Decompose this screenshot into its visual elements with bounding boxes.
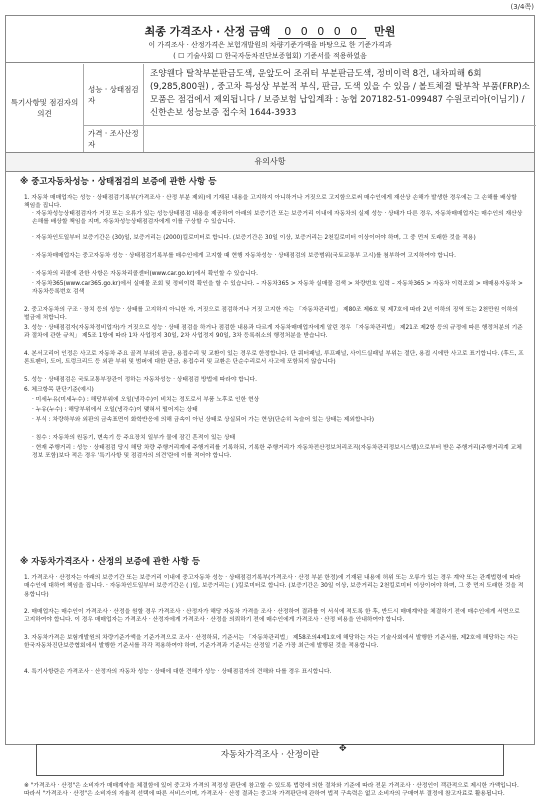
s1-p2: 2. 중고자동차의 구조 · 장치 등의 성능 · 상태를 고지하지 아니한 자, 거짓으로 점검하거나 거짓 고지한 자는 「자동차관리법」 제80조 제6호 및 제7호에 따라 2년 이하의 징역 또는 2천만원 이하의 벌금에 처합니다. xyxy=(24,307,518,322)
s2-p2: 2. 매매업자는 매수인이 가격조사 · 산정을 원할 경우 가격조사 · 산정자가 해당 자동차 가격을 조사 · 산정하여 결과를 이 서식에 적도록 한 후, 반드시 매매계약을 체결하기 전에 매수인에게 서면으로 고지하여야 합니다. 이 경우 매매업자는 가격조사 · 산정자에게 가격조사 · 산정을 의뢰하기 전에 매수인에게 가격조사 · 산정 비용을 안내하여야 합니다. xyxy=(24,609,520,624)
s1-p6e: · 현재 주행거리 : 성능 · 상태점검 당시 해당 차량 주행거리계에 주행거리를 기록하되, 기록한 주행거리가 자동차전산정보처리조직(자동차관리정보시스템)으로부터 받은 주행거리(주행거리계 교체 정보 포함)보다 적은 경우 '특기사항 및 점검자의 의견'란에 이를 적어야 합니다. xyxy=(32,445,522,460)
s1-p6b: · 누유(누수) : 해당부위에서 오일(냉각수)이 맺혀서 떨어지는 상태 xyxy=(32,407,198,413)
inspector-label: 성능 · 상태점검자 xyxy=(84,64,144,126)
section2-title: ※ 자동차가격조사 · 산정의 보증에 관한 사항 등 xyxy=(20,557,201,567)
final-price-unit: 만원 xyxy=(374,25,396,38)
s1-p6a: · 미세누유(미세누수) : 해당부위에 오일(냉각수)이 비치는 정도로서 부품 노후로 인한 현상 xyxy=(32,397,260,403)
appraisal-definition-box xyxy=(36,744,504,776)
inspection-form-sheet xyxy=(5,15,535,798)
notes-label: 특기사항및 점검자의 의견 xyxy=(6,64,84,152)
notes-table xyxy=(84,64,536,152)
s1-p6: 6. 체크항목 판단기준(예시) xyxy=(24,387,94,393)
inspector-opinion: 조양웬다 탈착부분판금도색, 운앞도어 조쥐터 부분판금도색, 정비이력 8건, 내차피해 6회 (9,285,800원) , 중고차 특성상 부분적 부식, 판금, 도색 있을 수 있음 / 볼트체결 탈부착 부품(FRP)소모품은 점검에서 제외됩니다 / 보증보험 납입계좌 : 농협 207182-51-099487 수원코리아(이님기) / 신한손보 성능보증 접수처 1644-3933 xyxy=(144,64,536,126)
s2-p1: 1. 가격조사 · 산정자는 아래의 보증기간 또는 보증거리 이내에 중고자동차 성능 · 상태점검기록부(가격조사 · 산정 부분 한정)에 기재된 내용에 허위 또는 오류가 있는 경우 계약 또는 관계법령에 따라 매수인에 대하여 책임을 집니다. · 자동차인도일부터 보증기간은 ( )일, 보증거리는 ( )킬로미터로 합니다. (보증기간은 30일 이상, 보증거리는 2천킬로미터 이상이어야 하며, 그 중 먼저 도래한 것을 적용합니다) xyxy=(24,575,524,598)
s2-p4: 4. 특기사항란은 가격조사 · 산정자의 자동차 성능 · 상태에 대한 견해가 성능 · 상태점검자의 견해와 다를 경우 표시합니다. xyxy=(24,669,332,675)
price-appraiser-label: 가격 · 조사산정자 xyxy=(84,126,144,152)
s1-p1a: · 자동차성능상태점검자가 거짓 또는 오류가 있는 성능상태점검 내용을 제공하여 아래의 보증기간 또는 보증거리 이내에 자동차의 실제 성능 · 상태가 다른 경우, 자동차매매업자는 매수인의 재산상 손해를 배상할 책임을 지며, 자동차성능상태점검자에게 이를 구상할 수 있습니다. xyxy=(32,211,523,226)
price-basis-text: 이 가격조사 · 산정가격은 보험개발원의 차량기준가액을 바탕으로 한 기준가격과 xyxy=(148,41,392,49)
appraisal-definition-title: 자동차가격조사 · 산정이란 xyxy=(220,750,320,760)
move-cursor-icon: ✥ xyxy=(339,744,347,754)
s2-p3: 3. 자동차가격은 보험개발원의 차량기준가액을 기준가격으로 조사 · 산정하되, 기준서는 「자동차관리법」 제58조의4제1호에 해당하는 자는 기술사회에서 발행한 기준서를, 제2호에 해당하는 자는 한국자동차진단보증협회에서 발행한 기준서를 각각 적용하여야 하며, 기준가격과 기준서는 산정일 기준 가장 최근에 발행된 것을 적용합니다. xyxy=(24,635,519,650)
notice-body xyxy=(6,170,534,798)
s1-p5: 5. 성능 · 상태점검은 국토교통부장관이 정하는 자동차성능 · 상태점검 방법에 따라야 합니다. xyxy=(24,377,257,383)
final-price-digits[interactable]: 0 0 0 0 0 xyxy=(278,25,366,39)
page-number: (3/4쪽) xyxy=(510,3,534,11)
s1-p4: 4. 본서고리어 인정은 사고로 자동차 주요 골격 부위의 판금, 용접수리 및 교환이 있는 경우로 한정합니다. 단 쿼터패널, 루프패널, 사이드실패널 부위는 절단, 용접 시에만 사고로 표기합니다. (후드, 프론트펜더, 도어, 트렁크리드 등 외판 부위 및 범퍼에 대한 판금, 용접수리 및 교환은 단순수리로서 사고에 포함되지 않습니다) xyxy=(24,351,524,366)
s1-p1b: · 자동차인도일부터 보증기간은 (30)일, 보증거리는 (2000)킬로미터로 합니다. (보증기간은 30일 이상, 보증거리는 2천킬로미터 이상이어야 하며, 그 중 먼저 도래한 것을 적용) xyxy=(32,235,476,241)
s1-p6c: · 부식 : 차량하부와 외판의 금속표면이 화학반응에 의해 금속이 아닌 상태로 상실되어 가는 현상(단순히 녹슬어 있는 상태는 제외합니다) xyxy=(32,417,375,423)
notice-header: 유의사항 xyxy=(6,152,534,172)
price-standard-text: ( ☐ 기술사회 ☐ 한국자동차진단보증협회) 기준서를 적용하였음 xyxy=(173,52,367,60)
final-price-label: 최종 가격조사 · 산정 금액 xyxy=(144,25,271,38)
s1-p1d: · 자동차의 리콜에 관한 사항은 자동차리콜센터(www.car.go.kr)에서 확인할 수 있습니다. xyxy=(32,271,259,277)
price-summary xyxy=(6,16,534,63)
s1-p1e: · 자동차365(www.car365.go.kr)에서 실매물 조회 및 정비이력 확인을 할 수 있습니다. – 자동차365 > 자동차 실매물 검색 > 차량번호 입력 – 자동차365 > 자동차 이력조회 > 매매용자동차 > 자동차등록번호 검색 xyxy=(32,281,523,296)
final-price-line xyxy=(6,23,534,39)
s1-p6d: · 침수 : 자동차의 원동기, 변속기 등 주요장치 일부가 물에 잠긴 흔적이 있는 상태 xyxy=(32,435,236,441)
s1-p3: 3. 성능 · 상태점검자(자동차정비업자)가 거짓으로 성능 · 상태 점검을 하거나 점검한 내용과 다르게 자동차매매업자에게 알린 경우 「자동차관리법」 제21조 제2항 등의 규정에 따른 행정처분의 기준과 절차에 관한 규칙」 제5조 1항에 따라 1차 사업정지 30일, 2차 사업정지 90일, 3차 등록취소의 행정처분을 받습니다. xyxy=(24,325,523,340)
appraisal-definition-text: ※ "가격조사 · 산정"은 소비자가 매매계약을 체결함에 있어 중고차 가격의 적정성 판단에 참고할 수 있도록 법령에 의한 절차와 기준에 따라 전문 가격조사 · 산정인이 객관적으로 제시한 가액입니다. 따라서 "가격조사 · 산정"은 소비자의 자율적 선택에 따른 서비스이며, 가격조사 · 산정 결과는 중고차 가격판단에 관하여 법적 구속력은 없고 소비자의 구매여부 결정에 참고자료로 활용됩니다. xyxy=(24,783,519,798)
s1-p1c: · 자동차매매업자는 중고자동차 성능 · 상태점검기록부를 매수인에게 고지할 때 현행 자동차성능 · 상태점검의 보증범위(국토교통부 고시)를 첨부하여 고지하여야 합니다. xyxy=(32,253,457,259)
s1-p1: 1. 자동차 매매업자는 성능 · 상태점검기록부(가격조사 · 산정 부분 제외)에 기재된 내용을 고지하지 아니하거나 거짓으로 고지함으로써 매수인에게 재산상 손해가 발생한 경우에는 그 손해를 배상할 책임을 집니다. xyxy=(24,195,517,210)
section1-title: ※ 중고자동차성능 · 상태점검의 보증에 관한 사항 등 xyxy=(20,177,217,187)
